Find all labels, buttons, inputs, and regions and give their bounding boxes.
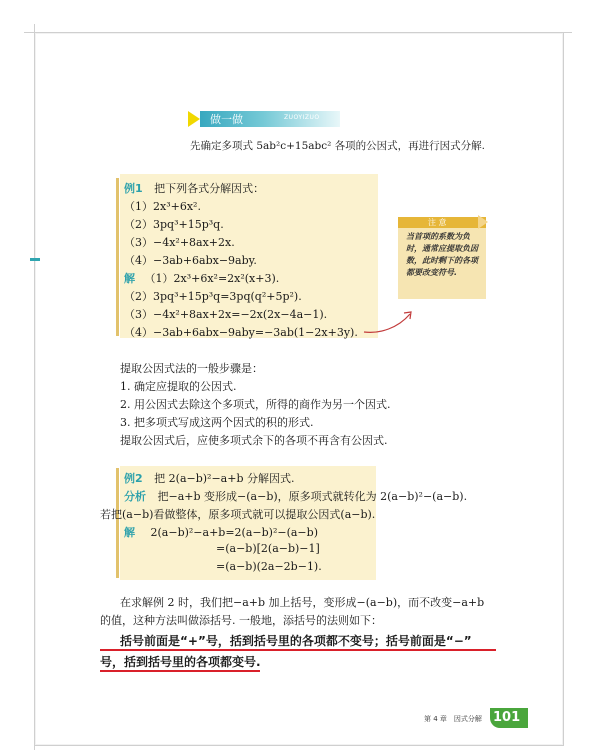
rule-underline-2 xyxy=(100,670,260,672)
example2-solution-2: =(a−b)[2(a−b)−1] xyxy=(216,542,320,555)
example2-accent xyxy=(116,468,119,578)
note-title: 注 意 xyxy=(428,218,447,227)
example1-heading xyxy=(124,180,264,196)
example1-accent xyxy=(116,178,119,336)
curved-arrow-icon xyxy=(360,304,420,338)
crop-line-left xyxy=(34,24,35,750)
example2-analysis xyxy=(124,488,467,504)
example1-label: 例1 xyxy=(124,182,143,195)
note-text: 当首项的系数为负时，通常应提取负因数，此时剩下的各项都要改变符号. xyxy=(406,232,478,277)
chapter-footer: 第 4 章 因式分解 xyxy=(424,715,482,723)
steps-item-1: 1. 确定应提取的公因式. xyxy=(120,380,237,393)
example1-item-4: （4）−3ab+6abx−9aby. xyxy=(124,254,257,267)
example1-item-2: （2）3pq³+15p³q. xyxy=(124,218,224,231)
steps-tail: 提取公因式后，应使多项式余下的各项不再含有公因式. xyxy=(120,434,388,447)
example1-item-1: （1）2x³+6x². xyxy=(124,200,201,213)
banner-title: 做一做 xyxy=(210,113,243,126)
steps-item-3: 3. 把多项式写成这两个因式的积的形式. xyxy=(120,416,314,429)
bracket-rule-line-2: 号，括到括号里的各项都变号. xyxy=(100,655,261,669)
example2-solution-1 xyxy=(124,524,318,540)
closing-line-2: 的值，这种方法叫做添括号. 一般地，添括号的法则如下： xyxy=(100,614,382,627)
example1-solution-1 xyxy=(124,270,279,286)
example1-solution-label: 解 xyxy=(124,272,135,285)
bracket-rule-line-1: 括号前面是“+”号，括到括号里的各项都不变号；括号前面是“−” xyxy=(120,634,472,648)
crop-line-top xyxy=(24,32,572,33)
example2-solution-label: 解 xyxy=(124,526,135,539)
example1-solution-2: （2）3pq³+15p³q=3pq(q²+5p²). xyxy=(124,290,302,303)
pencil-icon xyxy=(478,215,488,229)
example2-analysis-text-1: 把−a+b 变形成−(a−b)，原多项式就转化为 2(a−b)²−(a−b). xyxy=(157,490,468,503)
example2-analysis-text-2: 若把(a−b)看做整体，原多项式就可以提取公因式(a−b). xyxy=(100,508,376,521)
banner-subtitle: ZUOYIZUO xyxy=(284,114,320,121)
note-callout xyxy=(398,217,486,299)
edge-marker xyxy=(30,258,40,261)
example2-prompt: 把 2(a−b)²−a+b 分解因式. xyxy=(154,472,295,485)
example1-prompt: 把下列各式分解因式： xyxy=(154,182,265,195)
example1-solution-text-1: （1）2x³+6x²=2x²(x+3). xyxy=(144,272,280,285)
rule-underline-1 xyxy=(100,649,496,651)
example2-label: 例2 xyxy=(124,472,143,485)
example2-solution-text-1: 2(a−b)²−a+b=2(a−b)²−(a−b) xyxy=(150,526,318,539)
banner-arrow-icon xyxy=(188,111,200,127)
section-banner xyxy=(188,110,340,128)
steps-heading: 提取公因式法的一般步骤是： xyxy=(120,362,263,375)
steps-item-2: 2. 用公因式去除这个多项式，所得的商作为另一个因式. xyxy=(120,398,391,411)
page-number: 101 xyxy=(493,710,521,725)
intro-text: 先确定多项式 5ab²c+15abc² 各项的公因式，再进行因式分解. xyxy=(190,140,485,152)
example2-solution-3: =(a−b)(2a−2b−1). xyxy=(216,560,322,573)
example1-solution-3: （3）−4x²+8ax+2x=−2x(2x−4a−1). xyxy=(124,308,328,321)
example2-heading xyxy=(124,470,295,486)
example1-item-3: （3）−4x²+8ax+2x. xyxy=(124,236,235,249)
example1-solution-4: （4）−3ab+6abx−9aby=−3ab(1−2x+3y). xyxy=(124,326,358,339)
closing-line-1: 在求解例 2 时，我们把−a+b 加上括号，变形成−(a−b)，而不改变−a+b xyxy=(120,596,485,609)
example2-analysis-label: 分析 xyxy=(124,490,146,503)
